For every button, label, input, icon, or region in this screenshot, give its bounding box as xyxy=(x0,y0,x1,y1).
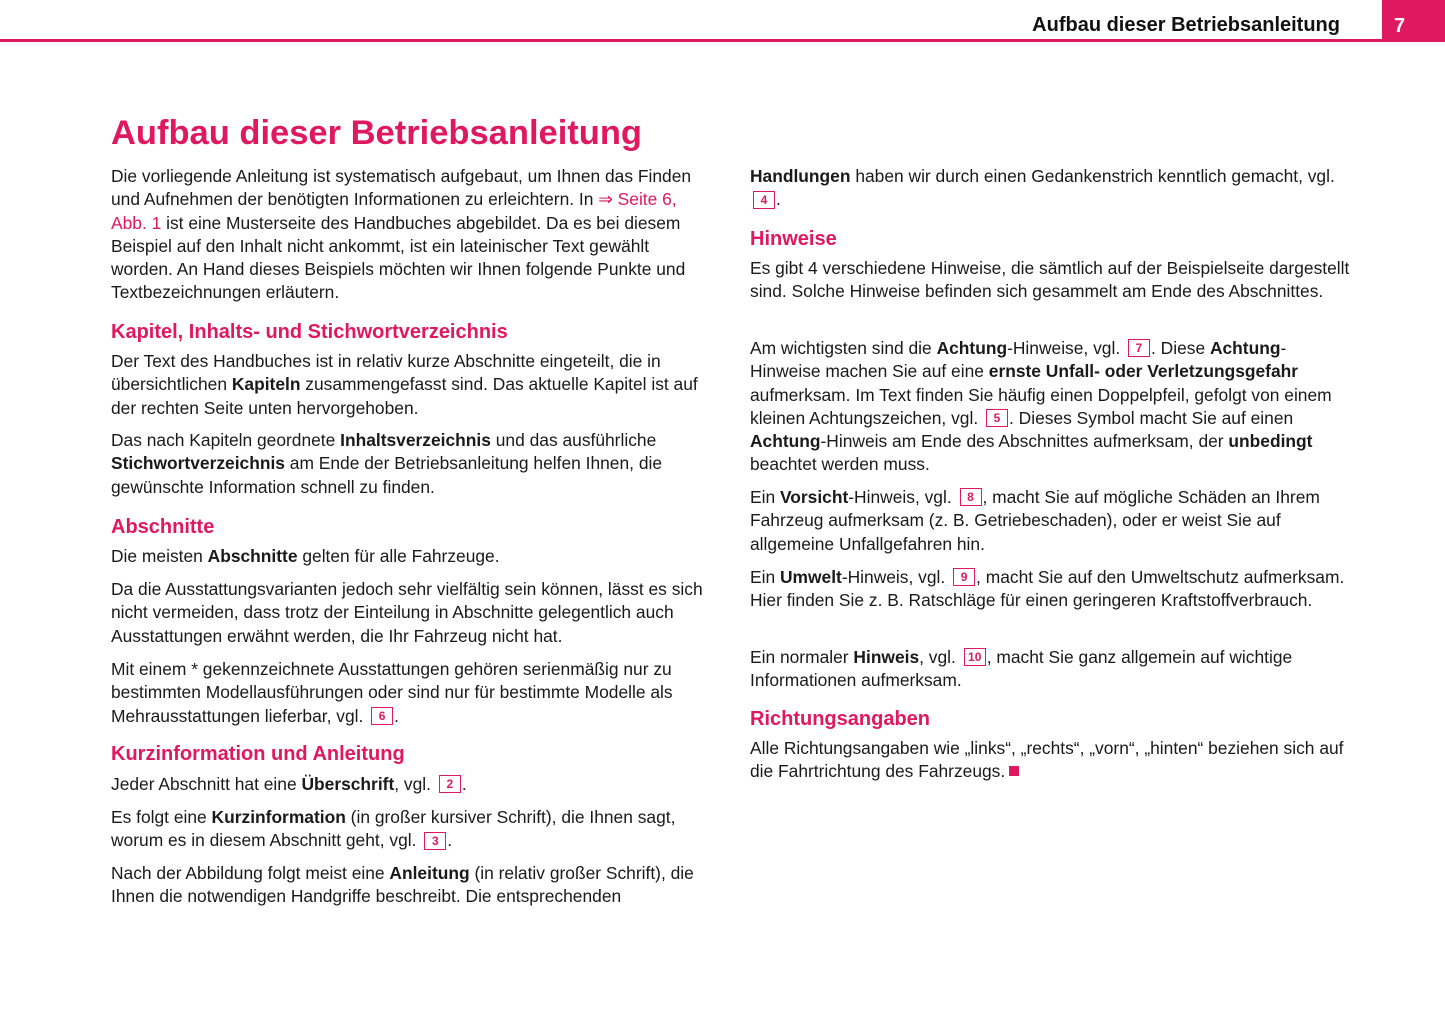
text-run: Ein xyxy=(750,487,780,507)
bold-term: Vorsicht xyxy=(779,487,849,507)
figure-ref-badge: 8 xyxy=(960,488,982,506)
paragraph xyxy=(750,165,1350,212)
text-run: Das nach Kapiteln geordnete xyxy=(111,430,341,450)
text-run: und das ausführliche xyxy=(490,430,657,450)
paragraph xyxy=(111,350,711,420)
header-rule xyxy=(0,39,1445,42)
text-run: Der Text des Handbuches ist in relativ kurze Abschnitte eingeteilt, die in übersichtlichen xyxy=(111,351,661,395)
text-run: , vgl. xyxy=(919,647,961,667)
bold-term: Achtung xyxy=(1209,338,1281,358)
figure-ref-badge: 7 xyxy=(1128,339,1150,357)
text-run: (in relativ großer Schrift), die Ihnen die notwendigen Handgriffe beschreibt. Die entsprechenden xyxy=(111,863,694,907)
paragraph: Es gibt 4 verschiedene Hinweise, die sämtlich auf der Beispielseite dargestellt sind. Solche Hinweise befinden sich gesammelt am Ende des Abschnittes. xyxy=(750,258,1350,302)
figure-ref-badge: 4 xyxy=(753,191,775,209)
text-run: . xyxy=(394,705,399,726)
paragraph xyxy=(111,773,711,796)
text-run: -Hinweise machen Sie auf eine xyxy=(750,338,1287,382)
figure-ref-badge: 6 xyxy=(371,707,393,725)
paragraph xyxy=(111,429,711,499)
text-run: am Ende der Betriebsanleitung helfen Ihnen, die gewünschte Information schnell zu finden. xyxy=(111,453,663,497)
text-run: zusammengefasst sind. Das aktuelle Kapitel ist auf der rechten Seite unten hervorgehoben. xyxy=(111,374,698,418)
text-run: Jeder Abschnitt hat eine xyxy=(111,774,302,794)
page-title: Aufbau dieser Betriebsanleitung xyxy=(111,114,643,152)
text-run: -Hinweis am Ende des Abschnittes aufmerksam, der xyxy=(820,431,1229,452)
paragraph xyxy=(750,337,1350,477)
bold-term: Anleitung xyxy=(389,863,470,883)
text-run: , macht Sie auf den Umweltschutz aufmerksam. Hier finden Sie z. B. Ratschläge für einen geringeren Kraftstoffverbrauch. xyxy=(750,567,1345,611)
running-header-title: Aufbau dieser Betriebsanleitung xyxy=(1032,14,1340,36)
text-run: gelten für alle Fahrzeuge. xyxy=(297,546,500,566)
bold-term: Achtung xyxy=(750,431,821,452)
section-heading-abschnitte: Abschnitte xyxy=(111,516,215,538)
text-run: , macht Sie auf mögliche Schäden an Ihrem Fahrzeug aufmerksam (z. B. Getriebeschaden), oder er weist Sie auf allgemeine Unfallgefahren hin. xyxy=(750,487,1320,554)
bold-term: ernste Unfall- oder Verletzungsgefahr xyxy=(988,361,1299,382)
text-run: Am wichtigsten sind die xyxy=(750,338,937,358)
text-run: Alle Richtungsangaben wie „links“, „rechts“, „vorn“, „hinten“ beziehen sich auf die Fahrtrichtung des Fahrzeugs. xyxy=(750,738,1344,782)
figure-ref-badge: 3 xyxy=(424,832,446,850)
bold-term: unbedingt xyxy=(1228,431,1313,452)
intro-paragraph: Die vorliegende Anleitung ist systematisch aufgebaut, um Ihnen das Finden und Aufnehmen der benötigten Informationen zu erleichtern. In ⇒ Seite 6, Abb. 1 ist eine Musterseite des Handbuches abgebildet. Da es bei diesem Beispiel auf den Inhalt nicht ankommt, ist ein lateinischer Text gewählt worden. An Hand dieses Beispiels möchten wir Ihnen folgende Punkte und Textbezeichnungen erläutern. xyxy=(111,166,692,303)
bold-term: Kurzinformation xyxy=(211,807,346,827)
text-run: Es folgt eine xyxy=(111,807,212,827)
bold-term: Handlungen xyxy=(750,166,851,186)
paragraph xyxy=(750,646,1350,693)
paragraph xyxy=(750,566,1350,613)
bold-term: Inhaltsverzeichnis xyxy=(340,430,491,450)
paragraph: Da die Ausstattungsvarianten jedoch sehr vielfältig sein können, lässt es sich nicht vermeiden, dass trotz der Einteilung in Abschnitte gelegentlich auch Ausstattungen erwähnt werden, die Ihr Fahrzeug nicht hat. xyxy=(111,579,703,646)
text-run: Nach der Abbildung folgt meist eine xyxy=(111,863,390,883)
figure-ref-badge: 9 xyxy=(953,568,975,586)
text-run: -Hinweis, vgl. xyxy=(841,567,951,587)
text-run: Die meisten xyxy=(111,546,208,566)
paragraph xyxy=(111,806,711,853)
text-run: , vgl. xyxy=(394,774,436,794)
text-run: Mit einem * gekennzeichnete Ausstattungen gehören serienmäßig nur zu bestimmten Modellausführungen oder sind nur für bestimmte Modelle als Mehrausstattungen lieferbar, vgl. xyxy=(111,659,673,726)
text-run: . xyxy=(461,774,467,794)
bold-term: Überschrift xyxy=(301,774,395,794)
text-run: (in großer kursiver Schrift), die Ihnen sagt, worum es in diesem Abschnitt geht, vgl. xyxy=(111,807,676,851)
text-run: -Hinweis, vgl. xyxy=(848,487,957,507)
figure-ref-badge: 5 xyxy=(986,409,1008,427)
page-reference-link[interactable]: ⇒ Seite 6, Abb. 1 xyxy=(111,189,677,233)
text-run: -Hinweise, vgl. xyxy=(1007,338,1125,358)
text-run: . Diese xyxy=(1150,338,1210,358)
bold-term: Hinweis xyxy=(853,647,920,667)
section-heading-hinweise: Hinweise xyxy=(750,228,837,250)
bold-term: Achtung xyxy=(936,338,1008,358)
bold-term: Abschnitte xyxy=(207,546,298,566)
paragraph xyxy=(111,862,711,909)
text-run: . xyxy=(447,830,453,851)
bold-term: Kapiteln xyxy=(231,374,301,395)
bold-term: Stichwortverzeichnis xyxy=(111,453,285,474)
paragraph xyxy=(750,486,1350,556)
paragraph xyxy=(750,737,1350,784)
paragraph xyxy=(111,545,711,568)
section-end-square-icon xyxy=(1009,766,1019,776)
section-heading-kurzinfo: Kurzinformation und Anleitung xyxy=(111,743,405,765)
section-heading-kapitel: Kapitel, Inhalts- und Stichwortverzeichnis xyxy=(111,321,508,343)
text-run: Ein xyxy=(750,567,780,587)
paragraph xyxy=(111,658,711,728)
figure-ref-badge: 2 xyxy=(439,775,461,793)
text-run: haben wir durch einen Gedankenstrich kenntlich gemacht, vgl. xyxy=(850,166,1335,186)
bold-term: Umwelt xyxy=(779,567,842,587)
text-run: beachtet werden muss. xyxy=(750,454,930,475)
text-run: Ein normaler xyxy=(750,647,854,667)
page-number: 7 xyxy=(1382,0,1445,40)
text-run: , macht Sie ganz allgemein auf wichtige Informationen aufmerksam. xyxy=(750,647,1293,691)
text-run: . Dieses Symbol macht Sie auf einen xyxy=(1009,407,1294,428)
text-run: aufmerksam. Im Text finden Sie häufig einen Doppelpfeil, gefolgt von einem kleinen Achtungszeichen, vgl. xyxy=(750,384,1332,428)
figure-ref-badge: 10 xyxy=(964,648,986,666)
section-heading-richtung: Richtungsangaben xyxy=(750,708,931,730)
text-run: . xyxy=(776,189,781,210)
